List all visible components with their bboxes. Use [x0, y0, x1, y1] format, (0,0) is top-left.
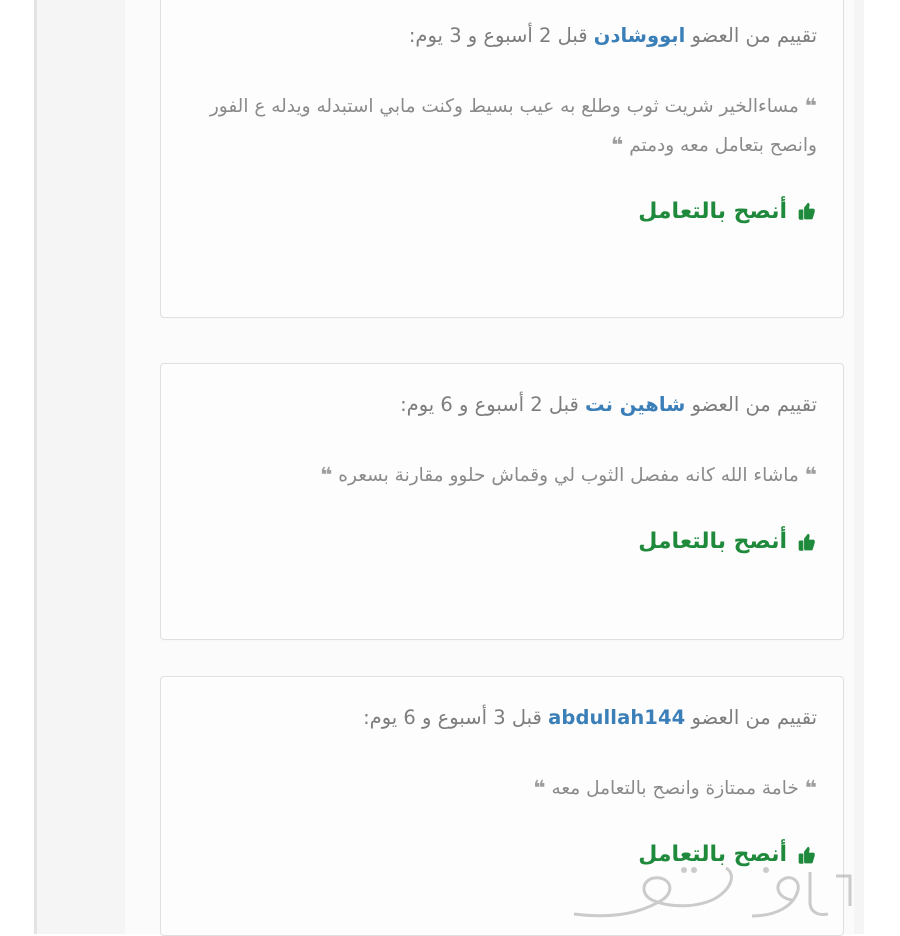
quote-close-icon: ❝	[533, 776, 546, 801]
recommend-badge	[187, 529, 817, 554]
review-body	[187, 769, 817, 808]
recommend-badge	[187, 199, 817, 224]
review-header-suffix: قبل 2 أسبوع و 6 يوم:	[400, 393, 579, 416]
review-member-name[interactable]: شاهين نت	[585, 393, 686, 416]
reviews-list	[125, 0, 854, 934]
review-header	[187, 390, 817, 420]
review-body	[187, 456, 817, 495]
review-card[interactable]	[160, 676, 844, 936]
quote-open-icon: ❝	[804, 463, 817, 488]
right-gutter	[864, 0, 900, 934]
quote-close-icon: ❝	[320, 463, 333, 488]
review-header-suffix: قبل 2 أسبوع و 3 يوم:	[408, 24, 588, 47]
review-header	[187, 21, 817, 51]
review-header-prefix: تقييم من العضو	[691, 393, 817, 416]
review-text: مساءالخير شريت ثوب وطلع به عيب بسيط وكنت مابي استبدله ويدله ع الفور وانصح بتعامل معه ودمتم	[209, 96, 817, 157]
recommend-label: أنصح بالتعامل	[638, 842, 787, 868]
recommend-badge	[187, 842, 817, 867]
thumbs-up-icon	[795, 531, 817, 553]
quote-open-icon: ❝	[804, 94, 817, 119]
review-card[interactable]	[160, 363, 844, 640]
review-member-name[interactable]: ابووشادن	[593, 24, 686, 47]
review-member-name[interactable]: abdullah144	[548, 706, 686, 729]
thumbs-up-icon	[795, 844, 817, 866]
review-text: خامة ممتازة وانصح بالتعامل معه	[551, 778, 799, 800]
thumbs-up-icon	[795, 200, 817, 222]
review-card[interactable]	[160, 0, 844, 318]
content-column	[37, 0, 864, 934]
quote-close-icon: ❝	[610, 133, 624, 158]
review-header-prefix: تقييم من العضو	[691, 706, 817, 729]
recommend-label: أنصح بالتعامل	[638, 529, 787, 555]
review-text: ماشاء الله كانه مفصل الثوب لي وقماش حلوو مقارنة بسعره	[338, 465, 799, 487]
recommend-label: أنصح بالتعامل	[638, 198, 787, 224]
review-header-prefix: تقييم من العضو	[691, 24, 817, 47]
review-body	[187, 87, 817, 165]
quote-open-icon: ❝	[804, 776, 817, 801]
review-header-suffix: قبل 3 أسبوع و 6 يوم:	[363, 706, 542, 729]
review-header	[187, 703, 817, 733]
left-gutter	[0, 0, 34, 934]
